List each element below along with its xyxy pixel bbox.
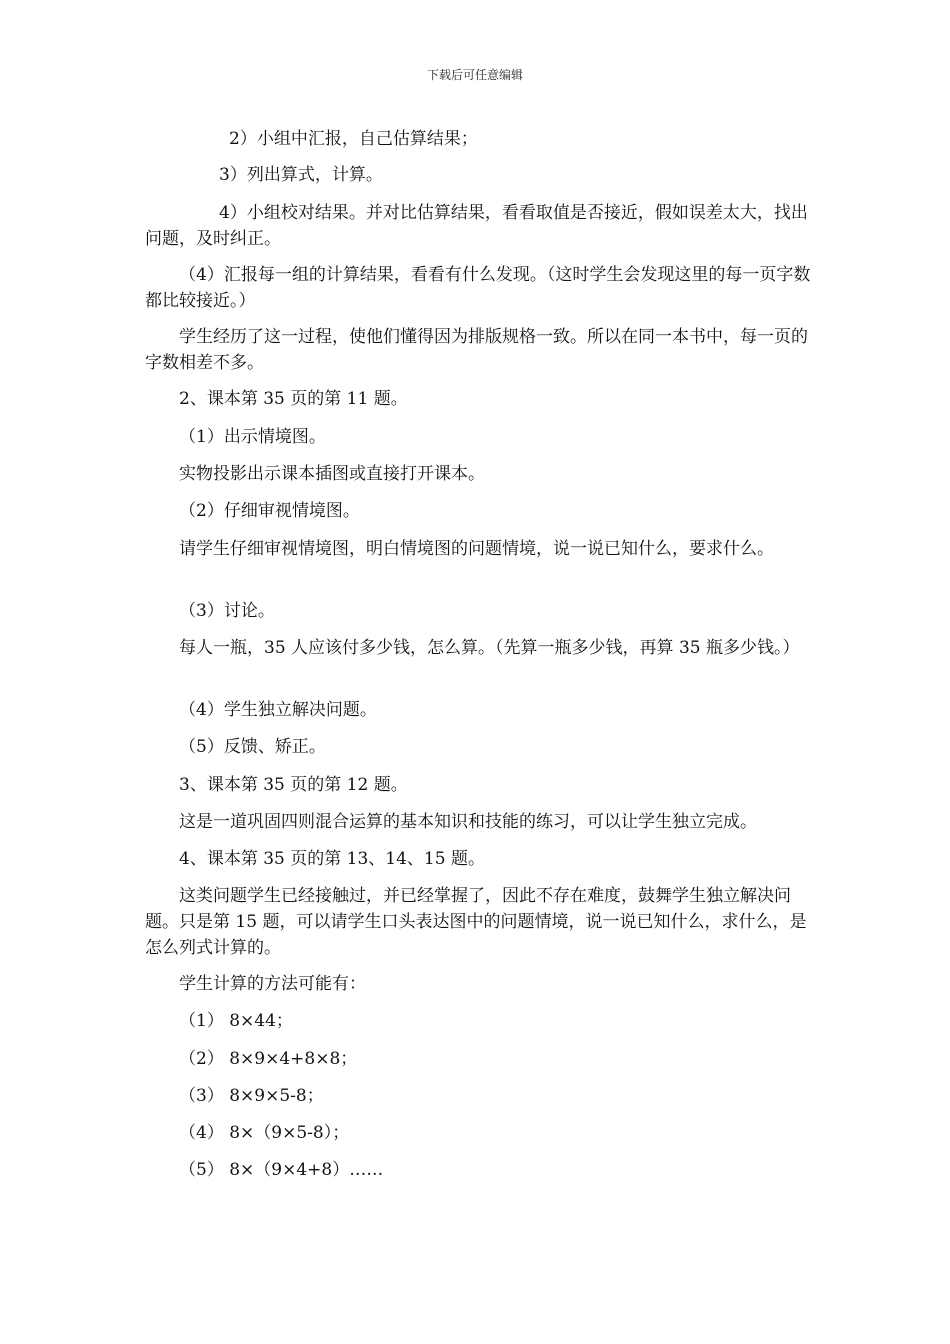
paragraph: （4）学生独立解决问题。 [179, 700, 377, 720]
paragraph: 学生经历了这一过程，使他们懂得因为排版规格一致。所以在同一本书中，每一页的字数相差不多。 [145, 327, 808, 373]
paragraph: 这是一道巩固四则混合运算的基本知识和技能的练习，可以让学生独立完成。 [179, 812, 757, 832]
paragraph: 3）列出算式，计算。 [219, 165, 383, 185]
formula-item: （1） 8×44； [179, 1011, 293, 1031]
page-header: 下载后可任意编辑 [426, 68, 523, 82]
formula-item: （2） 8×9×4+8×8； [179, 1049, 358, 1069]
paragraph: （2）仔细审视情境图。 [179, 501, 360, 521]
formula-item: （5） 8×（9×4+8）…… [179, 1160, 384, 1180]
formula-item: （4） 8×（9×5-8）； [179, 1123, 350, 1143]
paragraph: 3、课本第 35 页的第 12 题。 [179, 775, 408, 795]
paragraph: （4）汇报每一组的计算结果，看看有什么发现。（这时学生会发现这里的每一页字数都比较接近。） [145, 265, 811, 311]
paragraph: （5）反馈、矫正。 [179, 737, 326, 757]
paragraph: 学生计算的方法可能有： [179, 974, 366, 994]
paragraph: 2）小组中汇报，自己估算结果； [229, 129, 478, 149]
paragraph: 4）小组校对结果。并对比估算结果，看看取值是否接近，假如误差太大，找出问题，及时纠正。 [145, 203, 808, 249]
paragraph: 每人一瓶，35 人应该付多少钱，怎么算。（先算一瓶多少钱，再算 35 瓶多少钱。） [179, 638, 800, 658]
paragraph: 2、课本第 35 页的第 11 题。 [179, 389, 408, 409]
formula-item: （3） 8×9×5-8； [179, 1086, 324, 1106]
paragraph: （1）出示情境图。 [179, 427, 326, 447]
paragraph: 这类问题学生已经接触过，并已经掌握了，因此不存在难度，鼓舞学生独立解决问题。只是第 15 题，可以请学生口头表达图中的问题情境，说一说已知什么，求什么，是怎么列式计算的。 [145, 886, 807, 958]
paragraph: 4、课本第 35 页的第 13、14、15 题。 [179, 849, 485, 869]
paragraph: 请学生仔细审视情境图，明白情境图的问题情境，说一说已知什么，要求什么。 [179, 539, 774, 559]
paragraph: 实物投影出示课本插图或直接打开课本。 [179, 464, 485, 484]
paragraph: （3）讨论。 [179, 601, 275, 621]
